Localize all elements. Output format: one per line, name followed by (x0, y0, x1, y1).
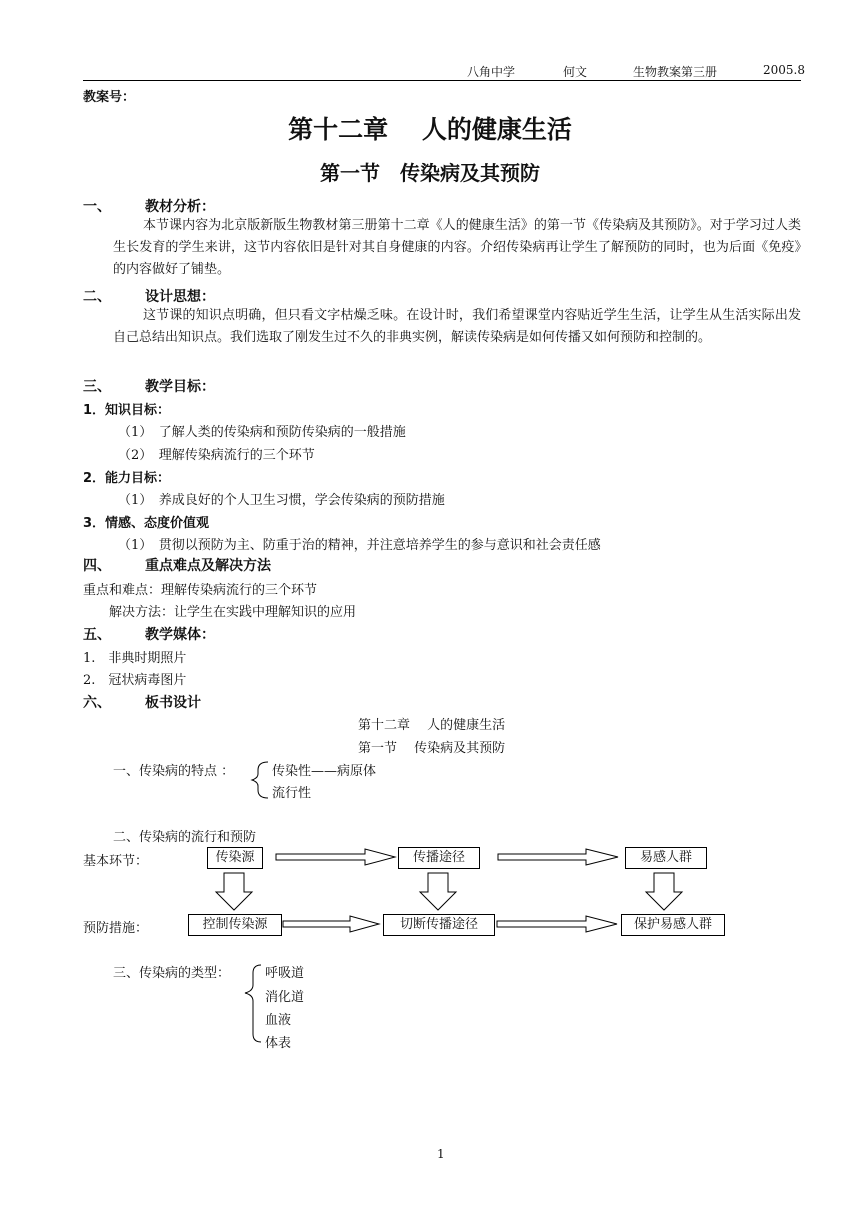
section-6-number: 六、 (83, 695, 111, 711)
types-brace (245, 965, 261, 1042)
goal-ability-title: 2．能力目标： (83, 471, 171, 486)
section-title: 第一节 传染病及其预防 (320, 161, 540, 185)
board-prevent-label: 预防措施： (83, 921, 149, 936)
board-type-item: 血液 (265, 1013, 292, 1028)
media-item: 2. 冠状病毒图片 (83, 673, 187, 688)
arrow-right-icon (283, 916, 379, 932)
section-5-number: 五、 (83, 627, 111, 643)
basic-box-source: 传染源 (207, 847, 263, 869)
board-type-item: 呼吸道 (265, 966, 305, 981)
board-features-label: 一、传染病的特点 ： (113, 764, 235, 779)
goal-ability-item: （1） 养成良好的个人卫生习惯，学会传染病的预防措施 (118, 493, 445, 508)
header-school: 八角中学 (467, 65, 516, 79)
arrow-down-icon (420, 873, 456, 910)
section-3-title: 教学目标： (145, 379, 215, 395)
arrow-right-icon (276, 849, 395, 865)
board-basic-label: 基本环节： (83, 854, 149, 869)
section-6-title: 板书设计 (145, 695, 201, 711)
basic-box-route: 传播途径 (398, 847, 480, 869)
section-2-body: 这节课的知识点明确，但只看文字枯燥乏味。在设计时，我们希望课堂内容贴近学生生活，让学生从生活实际出发自己总结出知识点。我们选取了刚发生过不久的非典实例，解读传染病是如何传播又如何预防和控制的。 (113, 308, 801, 345)
key-points: 重点和难点：理解传染病流行的三个环节 (83, 583, 318, 598)
goal-knowledge-title: 1．知识目标： (83, 403, 171, 418)
goal-knowledge-item: （2） 理解传染病流行的三个环节 (118, 448, 315, 463)
section-1-title: 教材分析： (145, 199, 215, 215)
arrow-down-icon (646, 873, 682, 910)
header-book: 生物教案第三册 (633, 65, 718, 79)
basic-box-susceptible: 易感人群 (625, 847, 707, 869)
board-section: 第一节 传染病及其预防 (358, 741, 506, 756)
board-types-label: 三、传染病的类型： (113, 966, 231, 981)
section-1-body: 本节课内容为北京版新版生物教材第三册第十二章《人的健康生活》的第一节《传染病及其预防》。对于学习过人类生长发育的学生来讲，这节内容依旧是针对其自身健康的内容。介绍传染病再让学生了解预防的同时，也为后面《免疫》的内容做好了铺垫。 (113, 218, 801, 277)
goal-knowledge-item: （1） 了解人类的传染病和预防传染病的一般措施 (118, 425, 406, 440)
section-4-title: 重点难点及解决方法 (145, 558, 271, 574)
page-number: 1 (437, 1147, 445, 1161)
section-4-number: 四、 (83, 558, 111, 574)
prevent-box-protect: 保护易感人群 (621, 914, 725, 936)
board-feature-item: 传染性——病原体 (272, 764, 377, 779)
section-1-number: 一、 (83, 199, 111, 215)
features-brace (252, 762, 268, 798)
prevent-box-cut: 切断传播途径 (383, 914, 495, 936)
arrow-right-icon (498, 849, 618, 865)
board-type-item: 体表 (265, 1036, 292, 1051)
board-chapter: 第十二章 人的健康生活 (358, 718, 506, 733)
section-2-title: 设计思想： (145, 289, 215, 305)
board-spread-label: 二、传染病的流行和预防 (113, 830, 257, 845)
plan-number-label: 教案号： (83, 90, 136, 105)
section-3-number: 三、 (83, 379, 111, 395)
header-author: 何文 (563, 65, 588, 79)
arrow-down-icon (216, 873, 252, 910)
section-5-title: 教学媒体： (145, 627, 215, 643)
header-date: 2005.8 (763, 63, 805, 77)
board-feature-item: 流行性 (272, 786, 312, 801)
solution-method: 解决方法：让学生在实践中理解知识的应用 (109, 605, 357, 620)
prevent-box-control: 控制传染源 (188, 914, 282, 936)
media-item: 1. 非典时期照片 (83, 651, 187, 666)
section-2-number: 二、 (83, 289, 111, 305)
goal-attitude-title: 3．情感、态度价值观 (83, 516, 210, 531)
arrow-right-icon (497, 916, 617, 932)
board-type-item: 消化道 (265, 990, 305, 1005)
chapter-title: 第十二章 人的健康生活 (288, 115, 572, 144)
goal-attitude-item: （1） 贯彻以预防为主、防重于治的精神，并注意培养学生的参与意识和社会责任感 (118, 538, 601, 553)
